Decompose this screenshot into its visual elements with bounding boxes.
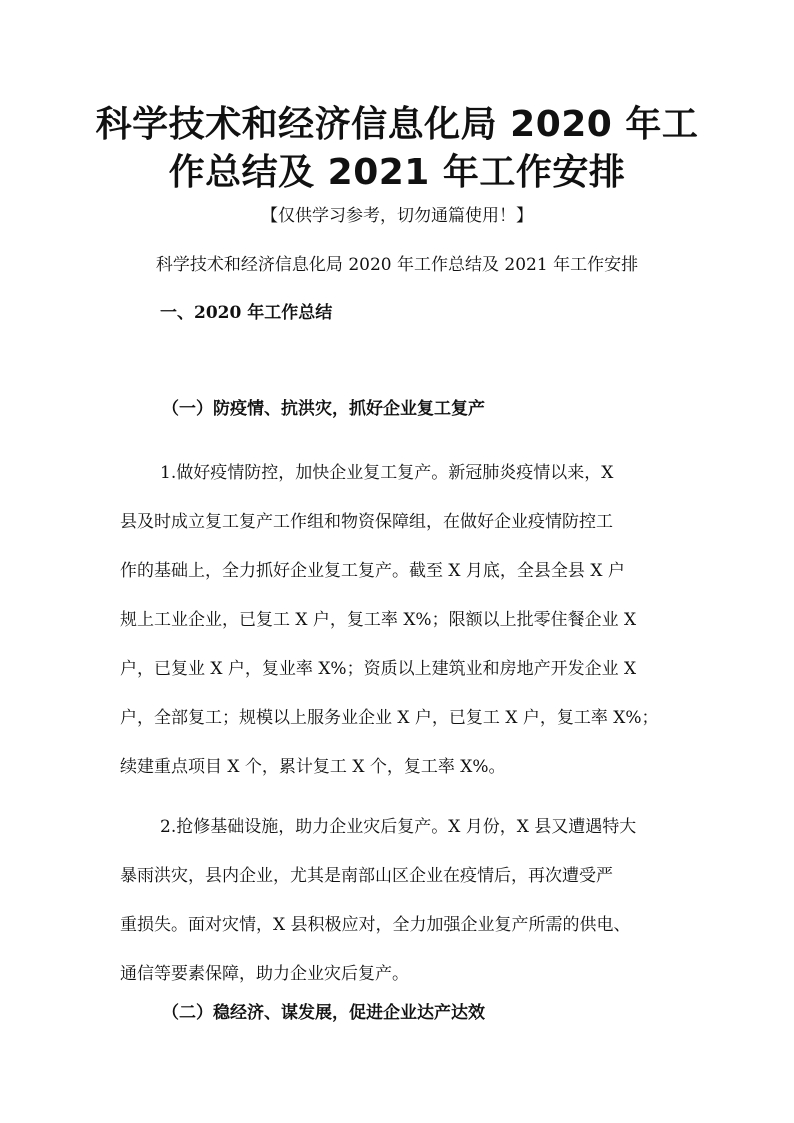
heading-2020-summary: 一、2020 年工作总结 (160, 303, 333, 323)
paragraph-2-line-1: 2.抢修基础设施，助力企业灾后复产。X 月份，X 县又遭遇特大 (160, 817, 637, 837)
paragraph-2-line-3: 重损失。面对灾情，X 县积极应对，全力加强企业复产所需的供电、 (120, 915, 631, 935)
section-heading-2: （二）稳经济、谋发展，促进企业达产达效 (162, 1003, 485, 1023)
paragraph-1-line-5: 户，已复业 X 户，复业率 X%；资质以上建筑业和房地产开发企业 X (120, 659, 637, 679)
document-subtitle: 科学技术和经济信息化局 2020 年工作总结及 2021 年工作安排 (155, 255, 639, 275)
section-heading-1: （一）防疫情、抗洪灾，抓好企业复工复产 (162, 399, 485, 419)
paragraph-1-line-1: 1.做好疫情防控，加快企业复工复产。新冠肺炎疫情以来，X (160, 463, 614, 483)
document-title-line-1: 科学技术和经济信息化局 2020 年工 (95, 104, 699, 145)
paragraph-1-line-7: 续建重点项目 X 个，累计复工 X 个，复工率 X%。 (120, 757, 506, 777)
paragraph-1-line-4: 规上工业企业，已复工 X 户，复工率 X%；限额以上批零住餐企业 X (120, 610, 637, 630)
paragraph-1-line-6: 户，全部复工；规模以上服务业企业 X 户，已复工 X 户，复工率 X%； (120, 708, 659, 728)
usage-note: 【仅供学习参考，切勿通篇使用！】 (261, 206, 533, 226)
paragraph-1-line-2: 县及时成立复工复产工作组和物资保障组，在做好企业疫情防控工 (120, 512, 613, 532)
paragraph-2-line-2: 暴雨洪灾，县内企业，尤其是南部山区企业在疫情后，再次遭受严 (120, 866, 613, 886)
document-title-line-2: 作总结及 2021 年工作安排 (168, 152, 626, 193)
paragraph-2-line-4: 通信等要素保障，助力企业灾后复产。 (120, 964, 409, 984)
paragraph-1-line-3: 作的基础上，全力抓好企业复工复产。截至 X 月底，全县全县 X 户 (120, 561, 625, 581)
